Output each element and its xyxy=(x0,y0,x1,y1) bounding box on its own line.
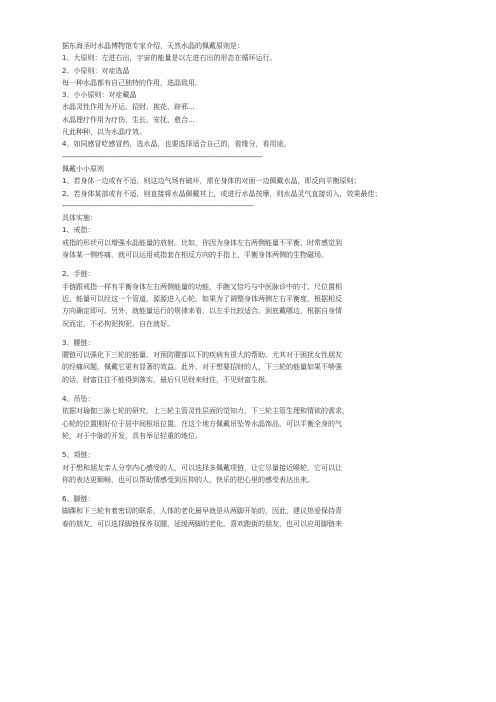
section-gap xyxy=(62,386,434,393)
section-body-line: 依据对瑜伽三脉七轮的研究，上三轮主管灵性层面的觉知力，下三轮主管生理和情欲的需求， xyxy=(62,407,349,416)
section-body-line: 手链跟戒指一样有平衡身体左右两侧能量的功能，手腕又恰巧与中医脉诊中的寸、尺位置相 xyxy=(62,282,342,291)
document-body xyxy=(62,40,434,530)
small-rule-line: 1、若身体一边或有不适，则这边气场有破坏，需在身体的对面一边佩戴水晶，即反向平衡原则； xyxy=(62,177,361,186)
principle-line: 3、小小原则：对症戴晶 xyxy=(62,91,137,100)
section-body-line: 的经痛问题，佩戴它更有显著的效益。此外，对于想要招财的人，下三轮的能量如果不够强 xyxy=(62,363,342,372)
section-title: 4、吊坠： xyxy=(62,395,95,404)
section-body-line: 春的朋友，可以选择脚链保养双腿，延缓两脚的老化。喜欢跑街的朋友，也可以应用脚链来 xyxy=(62,519,342,528)
section-title: 5、项链： xyxy=(62,451,95,460)
principle-line: 2、小原则：对症选晶 xyxy=(62,66,130,75)
section-body-line: 对于想和朋友亲人分享内心感受的人，可以选择多佩戴项链，让它尽量接近喉轮，它可以让 xyxy=(62,463,342,472)
principle-line: 水晶灵性作用为开运、招财、挑花、辟邪... xyxy=(62,103,195,112)
section-body-line: 方向确定即可。另外，就能量运行的规律来看，以左手比较适合。到底戴哪边，根据自身情 xyxy=(62,307,342,316)
section-body-line: 腰链可以强化下三轮的能量，对预防腰部以下的疾病有很大的帮助。尤其对于困扰女性朋友 xyxy=(62,351,342,360)
section-gap xyxy=(62,442,434,449)
section-body-line: 轮，对于中脉的开发，具有举足轻重的地位。 xyxy=(62,431,202,440)
section-body-line: 况而定，不必拘泥拘泥，自在就好。 xyxy=(62,319,174,328)
section-body-line: 你的表达更顺畅，也可以帮助情感受到压抑的人，快乐的把心里的感受表达出来。 xyxy=(62,475,314,484)
implementation-title: 具体实施： xyxy=(62,214,97,223)
principle-line: 1、大原则：左进右出，宇宙的能量是以左进右出的形态在循环运行。 xyxy=(62,54,277,63)
intro-line: 据东海圣时水晶博物馆专家介绍，天然水晶的佩戴原则是： xyxy=(62,42,244,50)
section-gap xyxy=(62,330,434,337)
section-title: 2、手链： xyxy=(62,270,95,279)
section-gap xyxy=(62,486,434,493)
small-rule-line: 2、若身体某部或有不适，则直接将水晶佩戴其上，或进行水晶按摩，则水晶灵气直接切入，效果最佳； xyxy=(62,189,382,198)
divider-line: ------------------------------------------------------------------------------------------ xyxy=(62,201,254,210)
section-title: 6、脚链： xyxy=(62,495,95,504)
principle-line: 凡此种种，以为水晶疗效。 xyxy=(62,128,146,137)
section-body-line: 身体某一侧疼痛，就可以运用戒指套在相反方向的手指上，平衡身体两侧的生物磁场。 xyxy=(62,251,328,260)
section-body-line: 近，能量可以经这一个管道，源源进入心轮，如果为了调整身体两侧左右平衡度，根据相反 xyxy=(62,294,342,303)
section-title: 3、腰链： xyxy=(62,338,95,347)
section-body-line: 心轮的位置刚好位于居中间枢纽位置。在这个地方佩戴吊坠等水晶饰品，可以平衡全身的气 xyxy=(62,419,342,428)
principle-line: 4、如同感冒吃感冒药，选水晶，也要选择适合自己的，看缘分，看用途。 xyxy=(62,140,291,149)
small-rules-title: 佩戴小小原则 xyxy=(62,164,104,173)
divider-line: ---------------------------------------------------------------------------------------------- xyxy=(62,152,262,161)
section-body-line: 戒指的形状可以增强水晶能量的放射。比如，你因为身体左右两侧能量不平衡，时常感觉到 xyxy=(62,238,342,247)
section-gap xyxy=(62,261,434,268)
principle-line: 每一种水晶都有自己独特的作用，选晶致用。 xyxy=(62,78,202,87)
section-title: 1、戒指： xyxy=(62,226,95,235)
principle-line: 水晶理疗作用为疗伤、生长、安抚、愈合... xyxy=(62,115,195,124)
section-body-line: 脚踝和下三轮有着密切的联系，人体的老化最早就是从两脚开始的，因此，建议热爱保持青 xyxy=(62,507,342,516)
section-body-line: 的话，财富往往不能得到落实，最后只见财来财往，不见财富生根。 xyxy=(62,375,272,384)
